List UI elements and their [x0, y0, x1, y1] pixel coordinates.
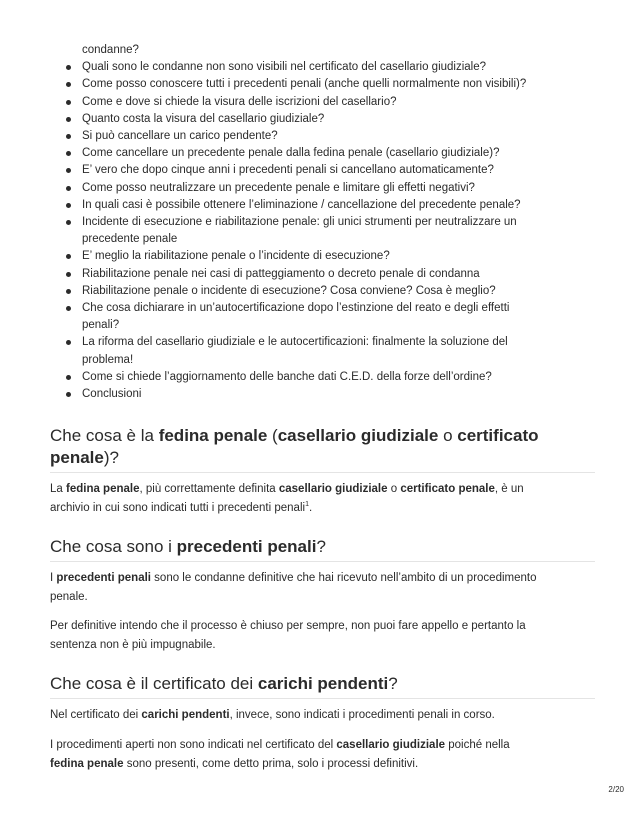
toc-item-continuation[interactable]: penali? [82, 319, 120, 332]
article-content [50, 42, 595, 774]
footnote-reference[interactable]: 1 [305, 501, 309, 509]
toc-item[interactable]: Riabilitazione penale o incidente di esecuzione? Cosa conviene? Cosa è meglio? [50, 283, 595, 300]
toc-item[interactable]: Quali sono le condanne non sono visibili nel certificato del casellario giudiziale? [50, 59, 595, 76]
table-of-contents [50, 42, 595, 403]
section-heading: Che cosa è il certificato dei carichi pendenti? [50, 673, 595, 699]
toc-item[interactable]: In quali casi è possibile ottenere l’eliminazione / cancellazione del precedente penale? [50, 197, 595, 214]
toc-item[interactable]: La riforma del casellario giudiziale e le autocertificazioni: finalmente la soluzione del [50, 334, 595, 351]
toc-item[interactable]: Come cancellare un precedente penale dalla fedina penale (casellario giudiziale)? [50, 145, 595, 162]
toc-item[interactable]: Quanto costa la visura del casellario giudiziale? [50, 111, 595, 128]
section-heading: Che cosa è la fedina penale (casellario giudiziale o certificato penale)? [50, 425, 595, 473]
toc-item[interactable]: Come posso conoscere tutti i precedenti penali (anche quelli normalmente non visibili)? [50, 76, 595, 93]
toc-item[interactable]: Conclusioni [50, 386, 595, 403]
section-precedenti-penali [50, 536, 595, 655]
toc-item[interactable]: Come si chiede l’aggiornamento delle banche dati C.E.D. della forze dell’ordine? [50, 369, 595, 386]
toc-item[interactable]: Riabilitazione penale nei casi di patteggiamento o decreto penale di condanna [50, 266, 595, 283]
toc-item-continuation[interactable]: problema! [82, 353, 134, 366]
section-fedina-penale [50, 425, 595, 518]
toc-item[interactable]: Incidente di esecuzione e riabilitazione penale: gli unici strumenti per neutralizzare un [50, 214, 595, 231]
toc-item-continuation[interactable]: precedente penale [82, 233, 178, 246]
paragraph: Per definitive intendo che il processo è chiuso per sempre, non puoi fare appello e pertanto la sentenza non è più impugnabile. [50, 620, 526, 652]
toc-item[interactable]: E’ vero che dopo cinque anni i precedenti penali si cancellano automaticamente? [50, 162, 595, 179]
page-number: 2/20 [608, 785, 624, 794]
section-heading: Che cosa sono i precedenti penali? [50, 536, 595, 562]
toc-item-continuation[interactable]: condanne? [82, 44, 139, 56]
toc-item[interactable]: Come e dove si chiede la visura delle iscrizioni del casellario? [50, 94, 595, 111]
paragraph: I precedenti penali sono le condanne definitive che hai ricevuto nell’ambito di un procedimento penale. [50, 572, 537, 604]
paragraph: I procedimenti aperti non sono indicati nel certificato del casellario giudiziale poiché nella fedina penale sono presenti, come detto prima, solo i processi definitivi. [50, 739, 510, 771]
section-carichi-pendenti [50, 673, 595, 774]
toc-item[interactable]: Si può cancellare un carico pendente? [50, 128, 595, 145]
paragraph: Nel certificato dei carichi pendenti, invece, sono indicati i procedimenti penali in corso. [50, 709, 495, 722]
paragraph: La fedina penale, più correttamente definita casellario giudiziale o certificato penale, è un archivio in cui sono indicati tutti i precedenti penali$^1$. [50, 483, 524, 515]
toc-item[interactable]: Come posso neutralizzare un precedente penale e limitare gli effetti negativi? [50, 180, 595, 197]
toc-item[interactable]: Che cosa dichiarare in un’autocertificazione dopo l’estinzione del reato e degli effetti [50, 300, 595, 317]
toc-item[interactable]: E’ meglio la riabilitazione penale o l’incidente di esecuzione? [50, 248, 595, 265]
